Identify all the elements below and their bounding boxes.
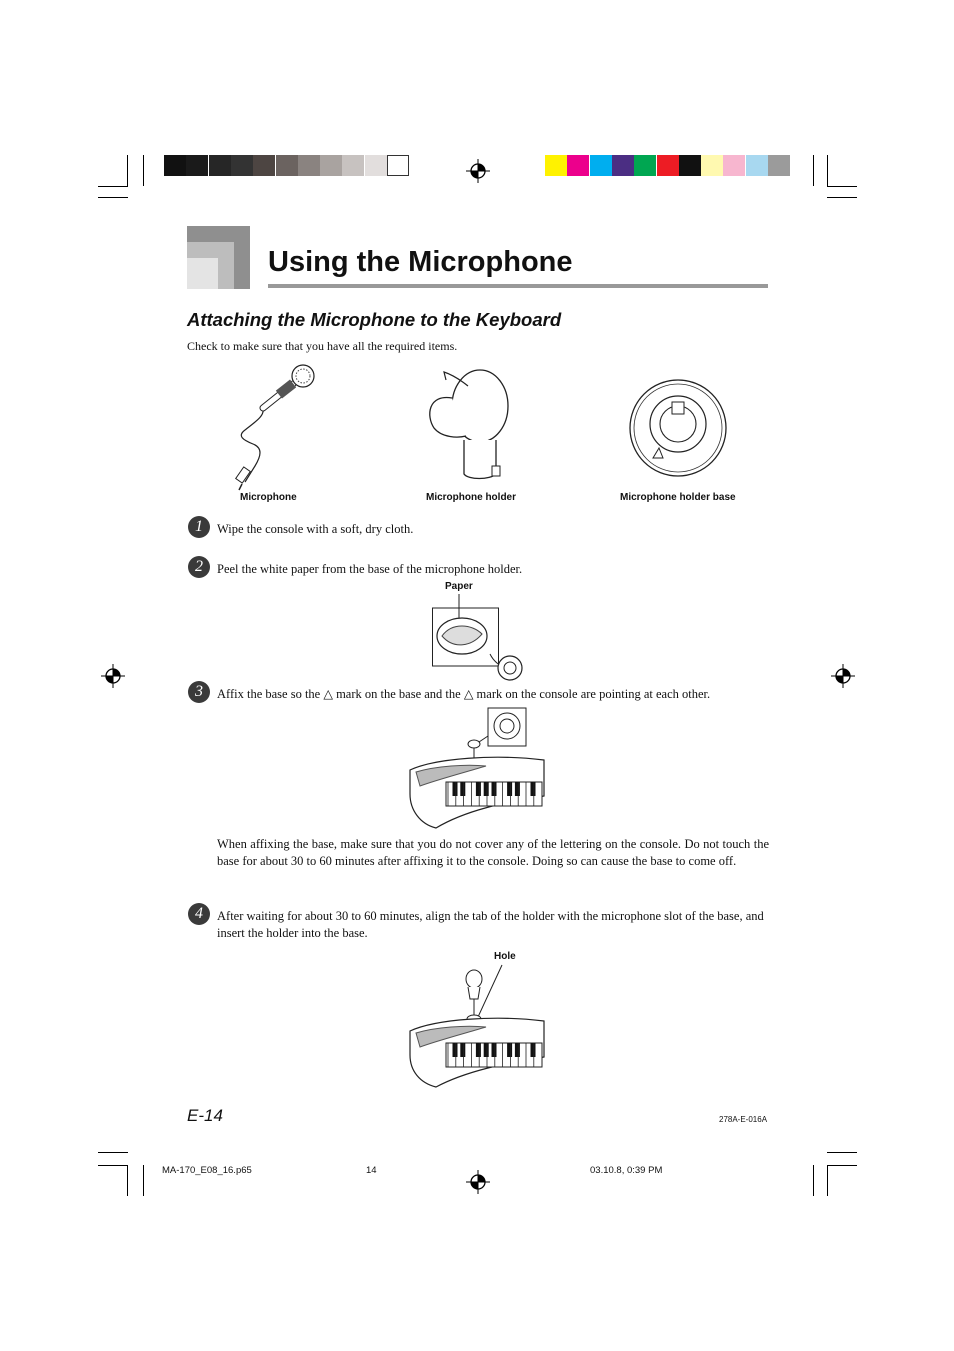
color-swatch — [298, 155, 320, 176]
crop-mark — [813, 155, 814, 186]
paper-peel-illustration — [432, 594, 524, 682]
crop-mark — [827, 197, 857, 198]
registration-mark-icon — [831, 664, 855, 688]
crop-mark — [827, 186, 857, 187]
microphone-icon — [215, 364, 325, 490]
crop-mark — [813, 1165, 814, 1196]
step-number-2: 2 — [188, 556, 210, 578]
document-code: 278A-E-016A — [719, 1115, 768, 1124]
crop-mark — [98, 186, 128, 187]
color-swatch — [768, 155, 790, 176]
footer-page: 14 — [366, 1165, 377, 1176]
registration-mark-icon — [466, 159, 490, 183]
step-number-1: 1 — [188, 516, 210, 538]
crop-mark — [98, 1165, 128, 1166]
color-swatch — [657, 155, 679, 176]
keyboard-base-illustration — [406, 706, 550, 830]
color-swatch — [365, 155, 387, 176]
color-swatch — [209, 155, 231, 176]
crop-mark — [827, 1165, 828, 1196]
step-2-text: Peel the white paper from the base of the microphone holder. — [217, 562, 523, 576]
note-text: When affixing the base, make sure that you do not cover any of the lettering on the console. Do not touch the base for about 30 to 60 minutes after affixing it to the console. Doing so can cause the base to come off. — [217, 837, 769, 868]
color-swatch — [590, 155, 612, 176]
title-underline — [268, 284, 768, 288]
color-swatch — [723, 155, 745, 176]
color-swatch — [701, 155, 723, 176]
page-title: Using the Microphone — [268, 246, 573, 278]
step-number-3: 3 — [188, 681, 210, 703]
item-caption-microphone-holder: Microphone holder — [426, 492, 516, 503]
figure-label-paper: Paper — [445, 581, 473, 592]
crop-mark — [827, 155, 828, 186]
microphone-holder-icon — [424, 366, 512, 484]
crop-mark — [127, 155, 128, 186]
item-caption-microphone-holder-base: Microphone holder base — [620, 492, 736, 503]
color-swatch — [567, 155, 589, 176]
crop-mark — [98, 197, 128, 198]
color-swatch — [231, 155, 253, 176]
crop-mark — [127, 1165, 128, 1196]
footer-timestamp: 03.10.8, 0:39 PM — [590, 1165, 663, 1176]
crop-mark — [143, 155, 144, 186]
page-number: E-14 — [187, 1106, 223, 1125]
microphone-holder-base-icon — [628, 378, 728, 478]
step-4-text: After waiting for about 30 to 60 minutes, align the tab of the holder with the microphone slot of the base, and insert the holder into the base. — [217, 909, 764, 940]
color-swatch — [276, 155, 298, 176]
color-swatch — [746, 155, 768, 176]
registration-mark-icon — [101, 664, 125, 688]
color-swatch — [164, 155, 186, 176]
step-number-4: 4 — [188, 903, 210, 925]
section-title: Attaching the Microphone to the Keyboard — [187, 309, 562, 330]
holder-insert-illustration — [406, 965, 550, 1089]
color-swatch — [387, 155, 409, 176]
title-decoration — [187, 258, 218, 289]
figure-label-hole: Hole — [494, 951, 516, 962]
step-3-text: Affix the base so the △ mark on the base and the △ mark on the console are pointing at each other. — [217, 687, 711, 701]
registration-mark-icon — [466, 1170, 490, 1194]
color-swatch — [545, 155, 567, 176]
color-swatch — [186, 155, 208, 176]
crop-mark — [143, 1165, 144, 1196]
step-1-text: Wipe the console with a soft, dry cloth. — [217, 522, 414, 536]
intro-text: Check to make sure that you have all the required items. — [187, 339, 458, 353]
color-swatch — [253, 155, 275, 176]
crop-mark — [827, 1152, 857, 1153]
color-swatch — [342, 155, 364, 176]
item-caption-microphone: Microphone — [240, 492, 297, 503]
color-swatch — [612, 155, 634, 176]
footer-file-name: MA-170_E08_16.p65 — [162, 1165, 252, 1176]
color-swatch — [634, 155, 656, 176]
color-swatch — [679, 155, 701, 176]
crop-mark — [98, 1152, 128, 1153]
color-swatch — [320, 155, 342, 176]
crop-mark — [827, 1165, 857, 1166]
